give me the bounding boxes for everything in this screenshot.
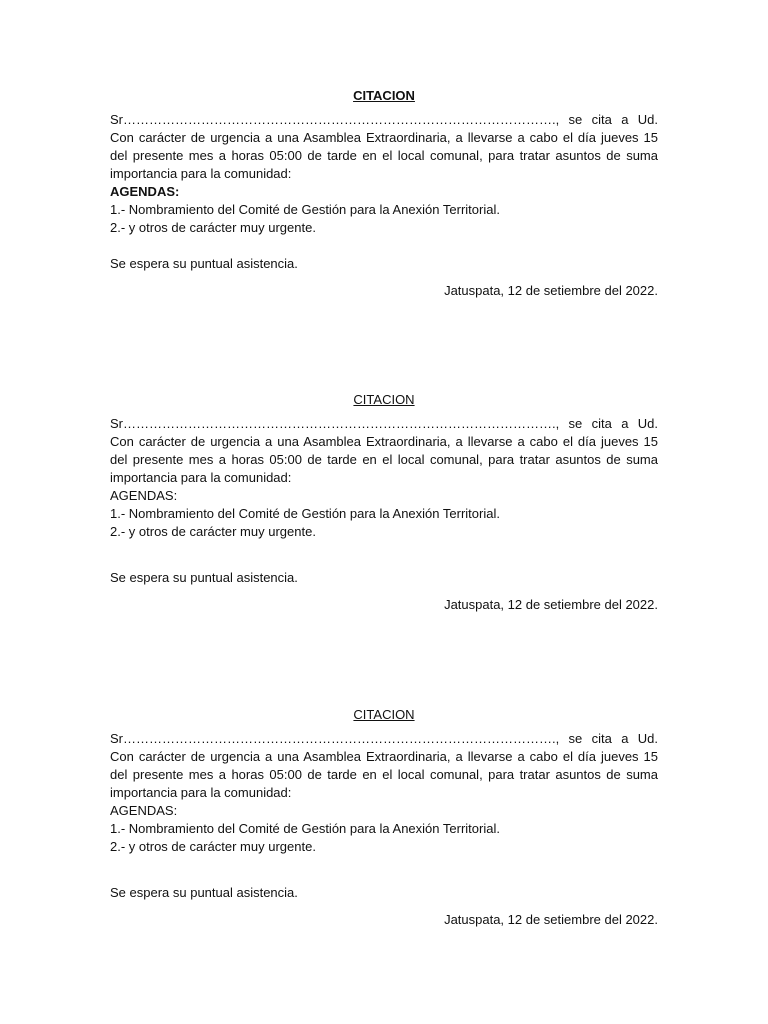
agenda-item-1: 1.- Nombramiento del Comité de Gestión para la Anexión Territorial. [110, 821, 500, 836]
citation-body: Sr………………………………………………………………………………………., se cita a Ud. Con carácter de urgencia a una Asamblea Extraordinaria, a llevarse a cabo el día jueves 15 del presente mes a horas 05:00 de tarde en el local comunal, para tratar asuntos de suma importancia para la comunidad: [110, 112, 658, 181]
agenda-item-1: 1.- Nombramiento del Comité de Gestión para la Anexión Territorial. [110, 506, 500, 521]
citation-title: CITACION [353, 88, 415, 103]
citation-block-1 [110, 87, 658, 300]
closing-text: Se espera su puntual asistencia. [110, 570, 298, 585]
citation-block-2 [110, 391, 658, 614]
agendas-label: AGENDAS: [110, 803, 178, 818]
agenda-item-2: 2.- y otros de carácter muy urgente. [110, 220, 316, 235]
blank-line [110, 541, 658, 569]
citation-block-3 [110, 706, 658, 929]
agendas-label: AGENDAS: [110, 488, 178, 503]
citation-title: CITACION [353, 707, 415, 722]
date-line: Jatuspata, 12 de setiembre del 2022. [444, 283, 658, 298]
agenda-item-2: 2.- y otros de carácter muy urgente. [110, 839, 316, 854]
citation-body: Sr………………………………………………………………………………………., se cita a Ud. Con carácter de urgencia a una Asamblea Extraordinaria, a llevarse a cabo el día jueves 15 del presente mes a horas 05:00 de tarde en el local comunal, para tratar asuntos de suma importancia para la comunidad: [110, 416, 658, 485]
citation-title: CITACION [353, 392, 415, 407]
closing-text: Se espera su puntual asistencia. [110, 256, 298, 271]
blank-line [110, 237, 658, 255]
closing-text: Se espera su puntual asistencia. [110, 885, 298, 900]
agendas-label: AGENDAS: [110, 184, 180, 199]
date-line: Jatuspata, 12 de setiembre del 2022. [444, 597, 658, 612]
date-line: Jatuspata, 12 de setiembre del 2022. [444, 912, 658, 927]
agenda-item-2: 2.- y otros de carácter muy urgente. [110, 524, 316, 539]
blank-line [110, 856, 658, 884]
citation-body: Sr………………………………………………………………………………………., se cita a Ud. Con carácter de urgencia a una Asamblea Extraordinaria, a llevarse a cabo el día jueves 15 del presente mes a horas 05:00 de tarde en el local comunal, para tratar asuntos de suma importancia para la comunidad: [110, 731, 658, 800]
agenda-item-1: 1.- Nombramiento del Comité de Gestión para la Anexión Territorial. [110, 202, 500, 217]
